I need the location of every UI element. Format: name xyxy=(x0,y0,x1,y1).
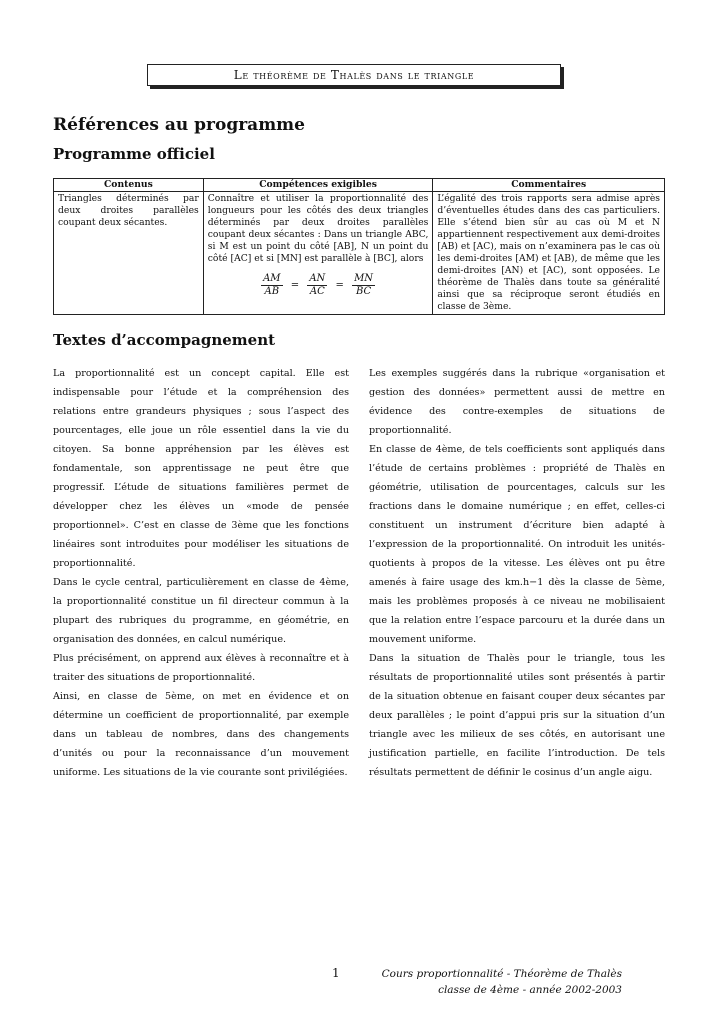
competences-text: Connaître et utiliser la proportionnalité des longueurs pour les côtés des deux triangles déterminés par deux droites parallèles coupant deux sécantes : Dans un triangle ABC, si M est un point du côté [AB], N un point du côté [AC] et si [MN] est parallèle à [BC], alors xyxy=(207,193,429,264)
fraction-an-ac xyxy=(307,273,327,298)
thales-formula xyxy=(208,273,429,298)
fraction-am-ab xyxy=(261,273,282,298)
programme-table xyxy=(53,178,665,315)
cell-competences xyxy=(203,192,433,315)
table-row xyxy=(54,192,665,315)
fraction-denominator: AB xyxy=(264,286,280,297)
paragraph: Dans la situation de Thalès pour le triangle, tous les résultats de proportionnalité utiles sont présentés à partir de la situation obtenue en faisant couper deux sécantes par deux parallèles ; le point d’appui pris sur la situation d’un triangle avec les milieux de ses côtés, en autorisant une justification partielle, en facilite l’introduction. De tels résultats permettent de définir le cosinus d’un angle aigu. xyxy=(369,653,665,778)
subsection-title-programme: Programme officiel xyxy=(53,145,215,163)
footer-line-course: Cours proportionnalité - Théorème de Thalès xyxy=(381,968,622,980)
table-header-commentaires: Commentaires xyxy=(433,179,665,192)
right-column xyxy=(369,364,665,782)
table-header-competences: Compétences exigibles xyxy=(203,179,433,192)
equals-sign: = xyxy=(335,279,344,291)
left-column xyxy=(53,364,349,782)
paragraph: Les exemples suggérés dans la rubrique «organisation et gestion des données» permettent aussi de mettre en évidence des contre-exemples de situations de proportionnalité. xyxy=(369,368,665,436)
cell-contenus xyxy=(54,192,204,315)
paragraph: En classe de 4ème, de tels coefficients sont appliqués dans l’étude de certains problèmes : propriété de Thalès en géométrie, utilisation de pourcentages, calculs sur les fractions dans le domaine numérique ; en effet, celles-ci constituent un instrument d’écriture bien adapté à l’expression de la proportionnalité. On introduit les unités-quotients à propos de la vitesse. Les élèves ont pu être amenés à faire usage des km.h−1 dès la classe de 5ème, mais les problèmes proposés à ce niveau ne mobilisaient que la relation entre l’espace parcouru et la durée dans un mouvement uniforme. xyxy=(369,444,665,645)
fraction-numerator: MN xyxy=(354,273,374,284)
table-header-contenus: Contenus xyxy=(54,179,204,192)
accompaniment-text xyxy=(53,364,665,782)
footer-line-class: classe de 4ème - année 2002-2003 xyxy=(438,984,622,996)
paragraph: Dans le cycle central, particulièrement en classe de 4ème, la proportionnalité constitue un fil directeur commun à la plupart des rubriques du programme, en géométrie, en organisation des données, en calcul numérique. xyxy=(53,577,349,645)
paragraph: La proportionnalité est un concept capital. Elle est indispensable pour l’étude et la compréhension des relations entre grandeurs physiques ; sous l’aspect des pourcentages, elle joue un rôle essentiel dans la vie du citoyen. Sa bonne appréhension par les élèves est fondamentale, son apprentissage ne peut être que progressif. L’étude de situations familières permet de développer chez les élèves un «mode de pensée proportionnel». C’est en classe de 3ème que les fonctions linéaires sont introduites pour modéliser les situations de proportionnalité. xyxy=(53,368,349,569)
section-title-textes: Textes d’accompagnement xyxy=(53,331,276,349)
fraction-denominator: AC xyxy=(309,286,325,297)
fraction-mn-bc xyxy=(352,273,375,298)
fraction-denominator: BC xyxy=(355,286,372,297)
table-header-row xyxy=(54,179,665,192)
section-title-references: Références au programme xyxy=(53,115,305,135)
page-number: 1 xyxy=(332,966,340,980)
fraction-numerator: AN xyxy=(309,273,326,284)
commentaires-text: L’égalité des trois rapports sera admise après d’éventuelles études dans des cas particuliers. Elle s’étend bien sûr au cas où M et N appartiennent respectivement aux demi-droites [AB) et [AC), mais on n’examinera pas le cas où les demi-droites [AM) et [AB), de même que les demi-droites [AN) et [AC), sont opposées. Le théorème de Thalès dans toute sa généralité ainsi que sa réciproque seront étudiés en classe de 3ème. xyxy=(437,193,660,312)
equals-sign: = xyxy=(290,279,300,291)
page-title: Le théorème de Thalès dans le triangle xyxy=(147,64,561,86)
footer-course-info xyxy=(382,966,622,998)
paragraph: Plus précisément, on apprend aux élèves à reconnaître et à traiter des situations de proportionnalité. xyxy=(53,653,349,683)
paragraph: Ainsi, en classe de 5ème, on met en évidence et on détermine un coefficient de proportionnalité, par exemple dans un tableau de nombres, dans des changements d’unités ou pour la reconnaissance d’un mouvement uniforme. Les situations de la vie courante sont privilégiées. xyxy=(53,691,349,778)
contenus-text: Triangles déterminés par deux droites parallèles coupant deux sécantes. xyxy=(58,193,199,228)
fraction-numerator: AM xyxy=(263,273,281,284)
cell-commentaires xyxy=(433,192,665,315)
